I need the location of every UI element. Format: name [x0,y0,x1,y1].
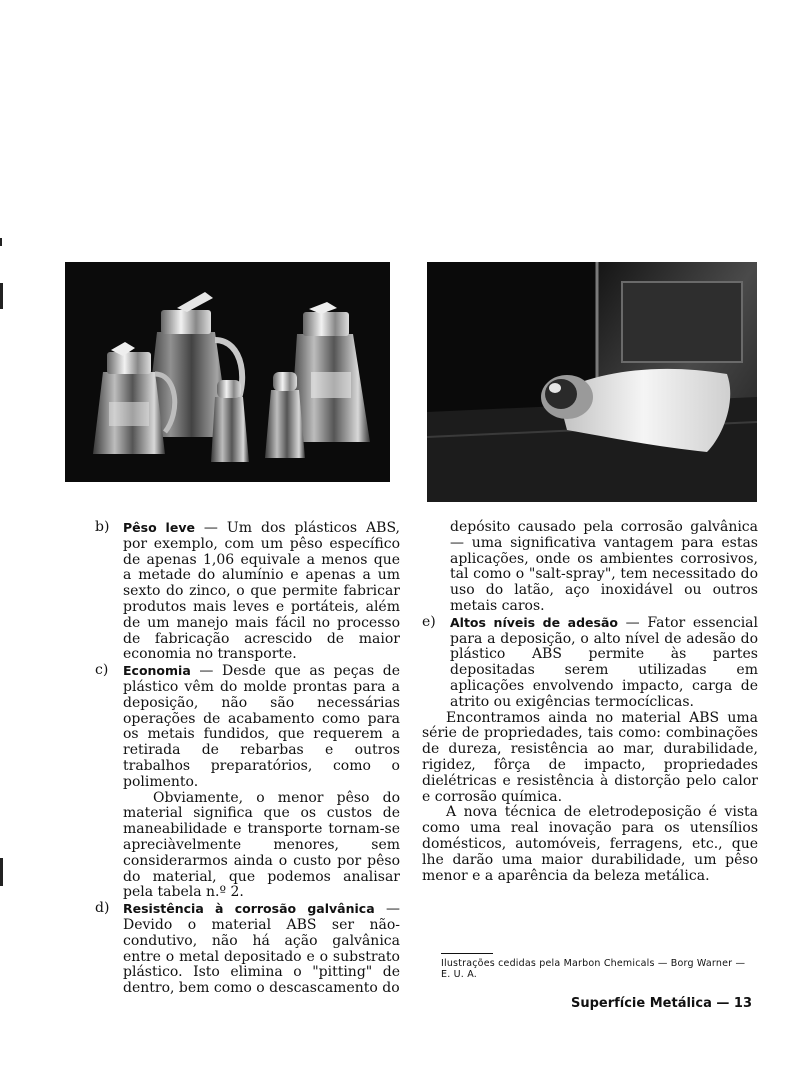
body-paragraph: Encontramos ainda no material ABS uma série de propriedades, tais como: combinações de dureza, resistência ao mar, durabilidade, rigidez, fôrça de impacto, propriedades dielétricas e resistência à distorção pelo calor e corrosão química. [422,709,758,805]
item-text: — Desde que as peças de plástico vêm do molde prontas para a deposição, não são necessárias operações de acabamento como para os metais fundidos, que requerem a retirada de rebarbas e outros trabalhos preparatórios, como o polimento. [123,663,400,790]
list-item-c [95,663,400,790]
item-text: depósito causado pela corrosão galvânica — uma significativa vantagem para estas aplicações, onde os ambientes corrosivos, tal como o "salt-spray", tem necessitado do uso do latão, aço inoxidável ou outros metais caros. [450,519,758,614]
item-heading: Economia [123,663,191,679]
list-item-c-paragraph [95,791,400,902]
item-text: — Um dos plásticos ABS, por exemplo, com um pêso específico de apenas 1,06 equivale a menos que a metade do alumínio e apenas a um sexto do zinco, o que permite fabricar produtos mais leves e portáteis, além de um manejo mais fácil no processo de fabricação acrescido de maior economia no transporte. [123,520,400,663]
item-heading: Resistência à corrosão galvânica [123,901,375,917]
continuation-paragraph [422,520,758,615]
scan-edge-mark [0,283,3,309]
image-credits: Ilustrações cedidas pela Marbon Chemicals — Borg Warner — E. U. A. [441,958,746,980]
list-item-e [422,615,758,711]
item-text: — Fator essencial para a deposição, o alto nível de adesão do plástico ABS permite às partes depositadas serem utilizadas em aplicações envolvendo impacto, carga de atrito ou exigências termocíclicas. [450,614,758,710]
right-text-column [422,520,758,884]
scan-edge-mark [0,238,2,246]
item-text: — Devido o material ABS ser não-condutivo, não há ação galvânica entre o metal depositado e o substrato plástico. Isto elimina o "pitting" de dentro, bem como o descascamento do [123,901,401,997]
item-label: e) [422,613,436,630]
body-paragraph: A nova técnica de eletrodeposição é vista como uma real inovação para os utensílios domésticos, automóveis, ferragens, etc., que lhe darão uma maior durabilidade, um pêso menor e a aparência da beleza metálica. [422,804,758,884]
page-footer: Superfície Metálica — 13 [570,996,752,1011]
credits-divider [441,953,493,954]
item-text: Obviamente, o menor pêso do material significa que os custos de maneabilidade e transporte tornam-se apreciàvelmente menores, sem considerarmos ainda o custo por pêso do material, que podemos analisar pela tabela n.º 2. [123,789,400,901]
item-heading: Altos níveis de adesão [450,614,618,630]
photo-plastic-dispensers [65,262,390,482]
list-item-d [95,901,400,997]
item-heading: Pêso leve [123,520,195,535]
item-label: b) [95,519,110,535]
item-label: d) [95,900,110,917]
left-text-column [95,520,400,997]
scan-edge-mark [0,858,3,886]
item-label: c) [95,662,109,679]
photo-plated-tube-in-drawer [427,262,757,502]
list-item-b [95,520,400,663]
